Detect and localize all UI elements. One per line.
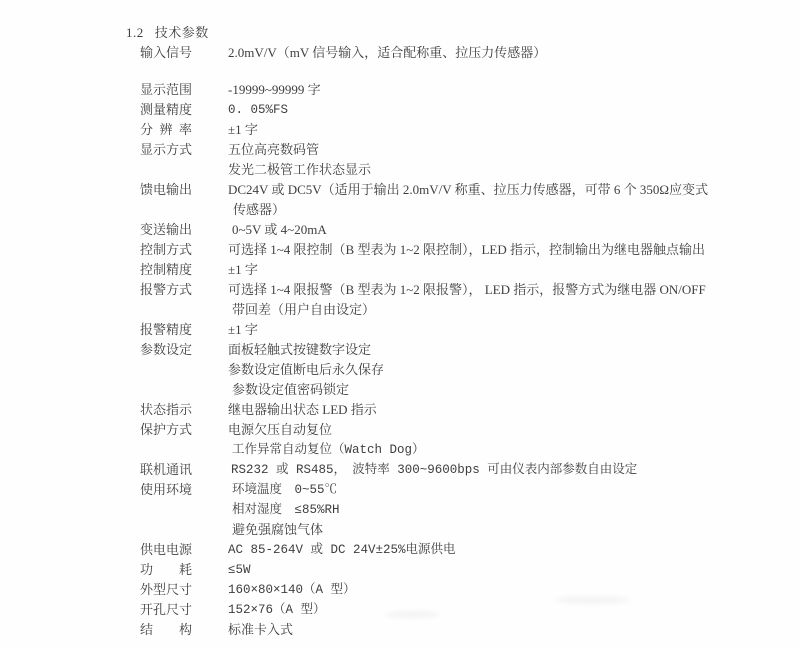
spec-row — [140, 120, 786, 140]
spec-value-line: 避免强腐蚀气体 — [232, 522, 324, 537]
spec-value-line: 电源欠压自动复位 — [228, 422, 333, 437]
spec-value-line: ±1 字 — [228, 322, 258, 337]
spec-row — [140, 260, 786, 280]
spec-value — [228, 220, 327, 240]
spec-value-line: ±1 字 — [228, 122, 258, 137]
spec-value-line: 152×76（A 型） — [228, 603, 326, 617]
spec-label: 报警方式 — [140, 282, 193, 297]
spec-value-line: 2.0mV/V（mV 信号输入，适合配称重、拉压力传感器） — [228, 45, 547, 60]
spec-value — [228, 340, 384, 400]
spec-row — [140, 180, 786, 220]
spec-value — [228, 420, 425, 460]
spec-value — [228, 100, 288, 120]
spec-value-line: 160×80×140（A 型） — [228, 583, 356, 597]
spec-value-line: 标准卡入式 — [228, 622, 294, 637]
section-number: 1.2 — [126, 25, 144, 40]
spec-row — [140, 280, 786, 320]
spec-row — [140, 580, 786, 600]
spec-value-line: ±1 字 — [228, 262, 258, 277]
section-heading — [126, 23, 786, 43]
spec-value — [228, 120, 258, 140]
spec-value-line: 可选择 1~4 限控制（B 型表为 1~2 限控制），LED 指示，控制输出为继电器触点输出 — [228, 242, 706, 257]
spec-row — [140, 420, 786, 460]
spec-label: 控制精度 — [140, 262, 193, 277]
spec-row — [140, 320, 786, 340]
spec-row — [140, 480, 786, 540]
spec-label: 报警精度 — [140, 322, 193, 337]
spec-label: 保护方式 — [140, 422, 193, 437]
spec-value — [228, 560, 251, 580]
spec-row — [140, 43, 786, 63]
spec-row — [140, 240, 786, 260]
spec-table — [140, 43, 786, 640]
spec-value-line: 环境温度 0~55℃ — [232, 483, 338, 497]
spec-label: 馈电输出 — [140, 182, 193, 197]
spec-label: 分辨率 — [140, 122, 192, 137]
spec-value-line: 参数设定值密码锁定 — [232, 382, 350, 397]
spec-value-line: 传感器） — [233, 202, 286, 217]
spec-row — [140, 100, 786, 120]
spec-value — [228, 620, 293, 640]
spec-value — [228, 43, 546, 63]
spec-row — [140, 340, 786, 400]
spec-value-line: 可选择 1~4 限报警（B 型表为 1~2 限报警）， LED 指示，报警方式为继电器 ON/OFF — [228, 282, 706, 297]
spec-row — [140, 80, 786, 100]
spec-label: 使用环境 — [140, 482, 193, 497]
spec-document — [126, 23, 786, 640]
spec-value-line: 发光二极管工作状态显示 — [228, 162, 372, 177]
spec-value — [228, 140, 371, 180]
spec-row — [140, 540, 786, 560]
spec-label: 开孔尺寸 — [140, 602, 193, 617]
spec-label: 外型尺寸 — [140, 582, 193, 597]
section-title: 技术参数 — [154, 25, 209, 40]
spec-label: 输入信号 — [140, 45, 193, 60]
spec-value — [228, 480, 340, 540]
spec-value — [228, 180, 708, 220]
spec-value-line: 0~5V 或 4~20mA — [232, 222, 327, 237]
spec-value-line: DC24V 或 DC5V（适用于输出 2.0mV/V 称重、拉压力传感器，可带 6 个 350Ω应变式 — [228, 182, 709, 197]
spec-value — [228, 540, 456, 560]
spec-label: 结构 — [140, 622, 192, 637]
spec-row — [140, 400, 786, 420]
spec-value — [228, 400, 377, 420]
spec-value-line: AC 85-264V 或 DC 24V±25%电源供电 — [228, 543, 456, 557]
spec-value — [228, 460, 637, 480]
spec-label: 变送输出 — [140, 222, 193, 237]
spec-label: 参数设定 — [140, 342, 193, 357]
spec-label: 状态指示 — [140, 402, 193, 417]
spec-label: 供电电源 — [140, 542, 193, 557]
spec-value-line: -19999~99999 字 — [228, 82, 321, 97]
spec-label: 联机通讯 — [140, 462, 193, 477]
spec-row — [140, 460, 786, 480]
spec-value-line: 继电器输出状态 LED 指示 — [228, 402, 377, 417]
spec-value-line: 五位高亮数码管 — [228, 142, 320, 157]
spec-value — [228, 600, 326, 620]
spec-value — [228, 80, 321, 100]
spec-value — [228, 280, 706, 320]
spec-row — [140, 620, 786, 640]
spec-value-line: RS232 或 RS485， 波特率 300~9600bps 可由仪表内部参数自由设定 — [231, 463, 638, 477]
spec-value — [228, 260, 258, 280]
spec-value-line: 工作异常自动复位（Watch Dog） — [232, 443, 425, 457]
spec-value — [228, 580, 356, 600]
spec-label: 功耗 — [140, 562, 192, 577]
spec-value — [228, 320, 258, 340]
spec-value-line: 面板轻触式按键数字设定 — [228, 342, 372, 357]
spec-label: 测量精度 — [140, 102, 193, 117]
spec-row — [140, 560, 786, 580]
spec-value-line: 相对湿度 ≤85%RH — [232, 503, 340, 517]
spec-row — [140, 220, 786, 240]
spec-label: 控制方式 — [140, 242, 193, 257]
spec-value-line: 带回差（用户自由设定） — [232, 302, 376, 317]
spec-value — [228, 240, 705, 260]
spec-label: 显示范围 — [140, 82, 193, 97]
spec-row — [140, 140, 786, 180]
spec-value-line: 0. 05%FS — [228, 103, 289, 117]
spec-value-line: 参数设定值断电后永久保存 — [228, 362, 385, 377]
spec-label: 显示方式 — [140, 142, 193, 157]
spec-value-line: ≤5W — [228, 563, 251, 577]
spec-row — [140, 600, 786, 620]
